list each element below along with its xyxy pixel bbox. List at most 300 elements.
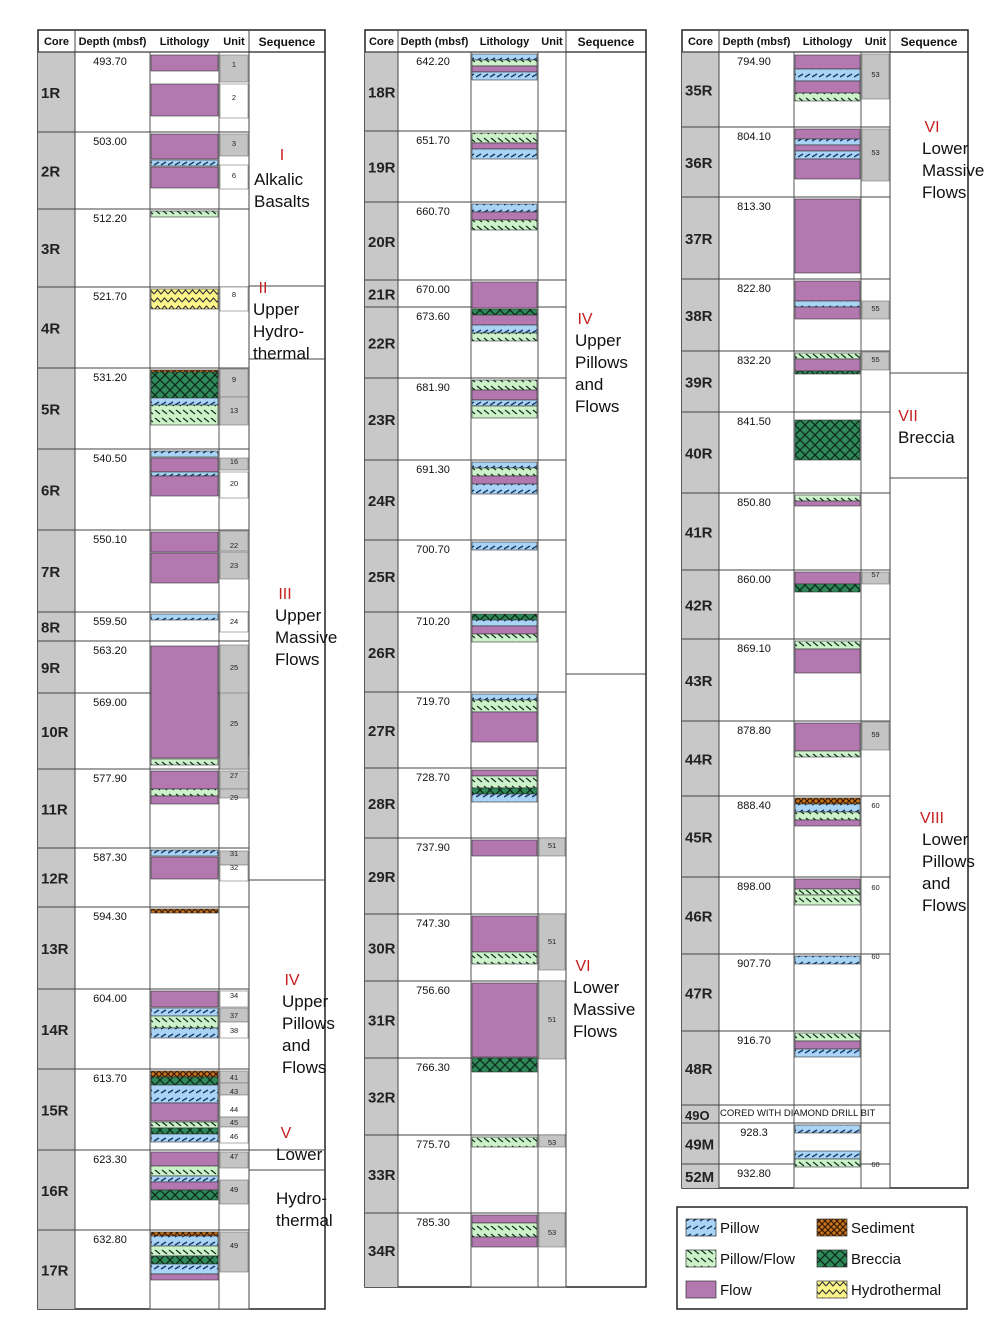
sequence-name: Upper <box>275 606 322 625</box>
unit-number: 13 <box>229 406 239 415</box>
depth-value: 898.00 <box>737 881 771 893</box>
depth-value: 907.70 <box>737 958 771 970</box>
sequence-name: Lower <box>573 978 620 997</box>
legend-swatch-pillow <box>686 1219 716 1236</box>
lithology-interval-flow <box>472 712 537 742</box>
core-label: 52M <box>685 1169 715 1186</box>
depth-value: 932.80 <box>737 1168 771 1180</box>
core-label: 23R <box>368 412 396 429</box>
header-sequence: Sequence <box>258 35 316 49</box>
lithology-interval-flow <box>472 143 537 149</box>
depth-value: 775.70 <box>416 1139 450 1151</box>
unit-number: 20 <box>229 479 239 488</box>
lithology-interval-pillow <box>795 1049 860 1057</box>
lithology-interval-pillow <box>472 54 537 60</box>
lithology-interval-flow <box>151 796 218 804</box>
lithology-interval-flow <box>795 820 860 826</box>
unit-number: 46 <box>229 1132 239 1141</box>
lithology-interval-pf <box>472 1137 537 1147</box>
core-label: 4R <box>41 320 61 338</box>
depth-value: 869.10 <box>737 643 771 655</box>
depth-value: 673.60 <box>416 311 450 323</box>
depth-value: 737.90 <box>416 842 450 854</box>
core-label: 8R <box>41 619 61 637</box>
unit-column <box>538 52 566 1287</box>
sequence-name: Pillows <box>282 1014 335 1033</box>
depth-value: 623.30 <box>93 1154 127 1166</box>
core-label: 19R <box>368 159 396 177</box>
depth-value: 850.80 <box>737 497 771 509</box>
lithology-interval-pillow <box>151 1264 218 1274</box>
lithology-interval-pf <box>795 353 860 359</box>
lithology-interval-flow <box>472 315 537 325</box>
depth-value: 493.70 <box>93 56 127 68</box>
unit-number: 45 <box>229 1118 239 1127</box>
header-core: Core <box>43 36 70 48</box>
lithology-interval-flow <box>472 626 537 634</box>
lithology-interval-pillow <box>472 400 537 406</box>
lithology-interval-brec <box>472 614 537 620</box>
lithology-interval-brec <box>472 309 537 315</box>
lithology-interval-flow <box>151 1182 218 1190</box>
depth-value: 878.80 <box>737 725 771 737</box>
lithology-interval-pf <box>472 634 537 642</box>
lithology-interval-flow <box>151 857 218 879</box>
lithology-interval-pillow <box>151 614 218 620</box>
lithology-interval-pf <box>795 812 860 820</box>
lithology-interval-pf <box>795 751 860 757</box>
sequence-number: VI <box>924 119 940 136</box>
depth-value: 804.10 <box>737 131 771 143</box>
depth-value: 660.70 <box>416 206 450 218</box>
header-core: Core <box>687 36 714 48</box>
lithology-interval-flow <box>472 983 537 1057</box>
core-label: 26R <box>368 645 396 662</box>
core-label: 24R <box>368 493 396 510</box>
depth-value: 888.40 <box>737 800 771 812</box>
lithology-interval-pf <box>472 700 537 712</box>
lithology-interval-pillow <box>151 451 218 457</box>
unit-number: 53 <box>547 1138 557 1147</box>
unit-box <box>220 693 248 769</box>
lithology-interval-sed <box>151 1071 218 1077</box>
unit-number: 41 <box>229 1073 239 1082</box>
lithology-interval-pillow <box>795 1125 860 1133</box>
unit-number: 25 <box>229 663 239 672</box>
depth-value: 531.20 <box>93 372 127 384</box>
lithology-interval-pillow <box>151 1176 218 1182</box>
depth-value: 642.20 <box>416 56 450 68</box>
depth-value: 700.70 <box>416 544 450 556</box>
lithology-interval-pillow <box>472 620 537 626</box>
core-label: 41R <box>685 524 713 542</box>
core-label: 46R <box>685 908 713 926</box>
lithology-interval-flow <box>795 649 860 673</box>
lithology-interval-flow <box>472 1215 537 1223</box>
lithology-interval-flow <box>795 199 860 273</box>
legend-label-pillow: Pillow <box>720 1220 760 1237</box>
sequence-name: Upper <box>282 992 329 1011</box>
lithology-interval-flow <box>795 145 860 151</box>
core-label: 3R <box>41 241 61 258</box>
lithology-interval-flow <box>472 840 537 856</box>
core-label: 34R <box>368 1243 396 1260</box>
lithology-interval-pillow <box>472 542 537 550</box>
core-label: 49M <box>685 1136 715 1154</box>
lithology-interval-pf <box>472 333 537 341</box>
lithology-interval-pillow <box>151 1236 218 1246</box>
core-label: 1R <box>41 85 61 102</box>
lithology-interval-flow <box>151 458 218 472</box>
lithology-interval-pf <box>795 93 860 101</box>
lithology-interval-pf <box>472 60 537 66</box>
header-lithology: Lithology <box>479 36 530 48</box>
depth-value: 794.90 <box>737 56 771 68</box>
header-depth: Depth (mbsf) <box>722 36 791 48</box>
core-label: 21R <box>368 286 396 304</box>
sequence-number: VII <box>898 408 918 425</box>
lithology-interval-brec <box>795 584 860 592</box>
lithology-interval-flow <box>151 532 218 552</box>
lithology-interval-pillow <box>795 69 860 81</box>
lithology-column <box>471 52 538 1287</box>
core-label: 25R <box>368 569 396 586</box>
depth-value: 785.30 <box>416 1217 450 1229</box>
lithology-interval-flow <box>795 81 860 93</box>
sequence-number: VIII <box>919 810 945 827</box>
depth-value: 651.70 <box>416 135 450 147</box>
lithology-interval-pf <box>151 759 218 765</box>
lithology-interval-flow <box>795 55 860 69</box>
lithology-interval-flow <box>472 282 537 308</box>
depth-value: 747.30 <box>416 918 450 930</box>
core-label: 6R <box>41 482 61 500</box>
depth-value: 613.70 <box>93 1073 127 1085</box>
core-label: 5R <box>41 401 61 419</box>
sequence-name: Lower <box>276 1145 323 1164</box>
unit-box <box>220 1232 248 1272</box>
depth-value: 670.00 <box>416 284 450 296</box>
sequence-name: Pillows <box>922 852 975 871</box>
header-unit: Unit <box>864 36 887 48</box>
lithology-interval-pillow <box>472 462 537 468</box>
header-lithology: Lithology <box>802 36 853 48</box>
sequence-number: IV <box>577 311 593 328</box>
legend-swatch-pillowflow <box>686 1250 716 1267</box>
column-3 <box>682 30 984 1188</box>
depth-value: 632.80 <box>93 1234 127 1246</box>
depth-value: 503.00 <box>93 136 127 148</box>
lithology-interval-flow <box>151 1274 218 1280</box>
unit-number: 57 <box>871 570 880 579</box>
unit-number: 60 <box>871 883 880 892</box>
core-label: 47R <box>685 985 713 1003</box>
lithology-interval-flow <box>151 55 218 71</box>
lithology-interval-flow <box>151 646 218 758</box>
core-label: 16R <box>41 1183 69 1200</box>
core-label: 32R <box>368 1089 396 1107</box>
lithology-interval-pf <box>795 1159 860 1167</box>
unit-number: 27 <box>229 771 239 780</box>
lithology-interval-pf <box>795 889 860 895</box>
lithology-interval-brec <box>795 420 860 460</box>
lithology-interval-flow <box>151 771 218 789</box>
lithology-interval-brec <box>795 371 860 374</box>
core-label: 29R <box>368 869 396 886</box>
lithology-interval-pf <box>151 405 218 425</box>
unit-number: 49 <box>229 1185 239 1194</box>
lithology-interval-pf <box>795 895 860 905</box>
header-core: Core <box>368 36 395 48</box>
core-label: 28R <box>368 796 396 813</box>
sequence-name: Flows <box>922 183 967 202</box>
header-unit: Unit <box>223 36 245 48</box>
lithology-interval-flow <box>795 281 860 301</box>
header-lithology: Lithology <box>159 36 210 48</box>
depth-value: 540.50 <box>93 453 127 465</box>
unit-number: 47 <box>229 1152 239 1161</box>
depth-value: 916.70 <box>737 1035 771 1047</box>
unit-number: 43 <box>229 1087 239 1096</box>
sequence-name: and <box>282 1036 311 1055</box>
lithology-interval-flow <box>151 84 218 116</box>
unit-number: 44 <box>229 1105 239 1114</box>
lithology-interval-pf <box>151 211 218 217</box>
sequence-name: thermal <box>276 1211 333 1230</box>
lithology-interval-flow <box>472 916 537 952</box>
core-label: 17R <box>41 1262 69 1280</box>
sequence-name: thermal <box>253 344 310 363</box>
core-label: 31R <box>368 1012 396 1030</box>
lithology-interval-flow <box>472 1237 537 1247</box>
core-label: 37R <box>685 231 713 248</box>
lithology-interval-pf <box>472 133 537 143</box>
sequence-name: Lower <box>922 139 969 158</box>
lithology-interval-pillow <box>472 72 537 80</box>
lithology-interval-pillow <box>151 1134 218 1142</box>
core-strip <box>682 52 719 1188</box>
core-label: 18R <box>368 84 396 102</box>
lithology-interval-pf <box>472 468 537 476</box>
lithology-interval-pf <box>472 952 537 964</box>
lithology-interval-flow <box>151 476 218 496</box>
core-label: 2R <box>41 163 61 181</box>
lithology-interval-pillow <box>795 139 860 145</box>
unit-number: 60 <box>871 952 880 961</box>
lithology-interval-sed <box>151 909 218 913</box>
unit-number: 53 <box>871 148 880 157</box>
sequence-name: and <box>922 874 951 893</box>
core-label: 35R <box>685 82 713 100</box>
unit-number: 22 <box>229 541 239 550</box>
sequence-name: Hydro- <box>276 1189 328 1208</box>
core-label: 9R <box>41 660 61 677</box>
core-label: 36R <box>685 155 713 172</box>
lithology-interval-flow <box>472 770 537 776</box>
sequence-name: Flows <box>573 1022 618 1041</box>
lithology-interval-brec <box>472 1058 537 1072</box>
lithology-interval-flow <box>795 572 860 584</box>
lithology-interval-brec <box>472 788 537 794</box>
core-label: 33R <box>368 1167 396 1184</box>
lithology-interval-flow <box>151 167 218 188</box>
header-sequence: Sequence <box>577 35 635 49</box>
lithology-interval-pillow <box>795 804 860 812</box>
lithology-interval-flow <box>795 501 860 506</box>
unit-number: 49 <box>229 1241 239 1250</box>
depth-value: 719.70 <box>416 696 450 708</box>
lithology-interval-flow <box>795 359 860 371</box>
core-label: 15R <box>41 1102 69 1120</box>
lithology-interval-pf <box>472 220 537 230</box>
lithology-interval-pillow <box>151 850 218 856</box>
depth-value: 521.70 <box>93 291 127 303</box>
core-label: 13R <box>41 941 69 958</box>
header-depth: Depth (mbsf) <box>400 36 469 48</box>
lithology-interval-pillow <box>472 484 537 494</box>
lithology-interval-pillow <box>151 1028 218 1038</box>
core-label: 30R <box>368 940 396 958</box>
lithology-interval-pf <box>151 1166 218 1176</box>
unit-number: 37 <box>229 1011 239 1020</box>
lithology-interval-flow <box>472 212 537 220</box>
depth-value: 681.90 <box>416 382 450 394</box>
depth-value: 860.00 <box>737 574 771 586</box>
legend-label-pillowflow: Pillow/Flow <box>720 1251 796 1268</box>
lithology-interval-pf <box>795 495 860 501</box>
lithology-interval-pillow <box>151 1085 218 1103</box>
lithology-interval-brec <box>151 1256 218 1264</box>
core-label: 14R <box>41 1022 69 1039</box>
unit-number: 31 <box>229 849 239 858</box>
sequence-name: Basalts <box>254 192 310 211</box>
unit-number: 8 <box>231 290 237 299</box>
unit-number: 16 <box>229 457 239 466</box>
lithology-interval-flow <box>472 476 537 484</box>
depth-value: 563.20 <box>93 645 127 657</box>
sequence-name: Flows <box>282 1058 327 1077</box>
lithology-interval-flow <box>795 307 860 319</box>
lithology-interval-pillow <box>795 956 860 964</box>
legend-label-flow: Flow <box>720 1282 752 1299</box>
depth-value: 550.10 <box>93 534 127 546</box>
lithology-interval-pf <box>472 1223 537 1237</box>
header-depth: Depth (mbsf) <box>78 36 147 48</box>
unit-number: 6 <box>231 171 237 180</box>
lithology-interval-pf <box>795 1033 860 1041</box>
core-label: 45R <box>685 829 713 847</box>
sequence-number: I <box>279 147 285 164</box>
sequence-name: Pillows <box>575 353 628 372</box>
depth-value: 594.30 <box>93 911 127 923</box>
depth-value: 710.20 <box>416 616 450 628</box>
lithology-interval-pf <box>151 789 218 796</box>
legend-label-sediment: Sediment <box>851 1220 915 1237</box>
lithology-interval-flow <box>795 159 860 179</box>
depth-value: 569.00 <box>93 697 127 709</box>
depth-value: 756.60 <box>416 985 450 997</box>
lithology-interval-sed <box>795 798 860 804</box>
core-label: 12R <box>41 870 69 888</box>
lithology-interval-pillow <box>472 204 537 212</box>
sequence-name: and <box>575 375 604 394</box>
lithology-interval-flow <box>151 553 218 583</box>
sequence-name: Alkalic <box>254 170 304 189</box>
core-label: 22R <box>368 335 396 353</box>
sequence-name: Hydro- <box>253 322 305 341</box>
lithology-interval-flow <box>795 129 860 139</box>
depth-value: 577.90 <box>93 773 127 785</box>
legend-label-hydro: Hydrothermal <box>851 1282 942 1299</box>
sequence-number: VI <box>575 958 591 975</box>
core-label: 49O <box>685 1108 710 1123</box>
unit-number: 3 <box>231 139 237 148</box>
depth-value: 604.00 <box>93 993 127 1005</box>
lithology-interval-pillow <box>151 1008 218 1016</box>
lithology-interval-pillow <box>151 472 218 476</box>
lithology-interval-pf <box>472 776 537 788</box>
unit-number: 9 <box>231 375 237 384</box>
legend-swatch-flow <box>686 1281 716 1298</box>
lithology-interval-pillow <box>795 1151 860 1159</box>
unit-number: 55 <box>871 304 880 313</box>
depth-value: 691.30 <box>416 464 450 476</box>
unit-number: 24 <box>229 617 239 626</box>
unit-number: 53 <box>871 70 880 79</box>
depth-value: 512.20 <box>93 213 127 225</box>
lithology-interval-flow <box>151 991 218 1007</box>
core-label: 20R <box>368 234 396 251</box>
unit-number: 1 <box>231 60 237 69</box>
lithology-interval-pillow <box>151 160 218 166</box>
lithology-interval-pillow <box>472 325 537 333</box>
sequence-name: Upper <box>575 331 622 350</box>
unit-number: 51 <box>547 937 557 946</box>
lithology-interval-flow <box>795 723 860 751</box>
unit-number: 25 <box>229 719 239 728</box>
unit-number: 51 <box>547 1015 557 1024</box>
lithology-interval-brec <box>151 372 218 398</box>
diamond-drill-note: CORED WITH DIAMOND DRILL BIT <box>720 1108 876 1119</box>
lithology-interval-pillow <box>472 794 537 802</box>
legend <box>677 1207 967 1309</box>
core-label: 27R <box>368 723 396 740</box>
lithology-interval-pf <box>151 1016 218 1028</box>
sequence-name: Flows <box>922 896 967 915</box>
lithology-interval-flow <box>472 390 537 400</box>
column-2 <box>365 30 646 1287</box>
unit-number: 23 <box>229 561 239 570</box>
lithology-interval-sed <box>151 1232 218 1236</box>
lithology-interval-flow <box>472 66 537 72</box>
depth-value: 841.50 <box>737 416 771 428</box>
depth-value: 766.30 <box>416 1062 450 1074</box>
legend-label-breccia: Breccia <box>851 1251 902 1268</box>
sequence-name: Flows <box>575 397 620 416</box>
depth-value: 587.30 <box>93 852 127 864</box>
lithology-interval-pf <box>151 1246 218 1256</box>
sequence-name: Massive <box>573 1000 636 1019</box>
unit-number: 34 <box>229 991 239 1000</box>
unit-column <box>861 52 890 1188</box>
sequence-name: Flows <box>275 650 320 669</box>
unit-number: 55 <box>871 355 880 364</box>
core-label: 10R <box>41 724 69 741</box>
core-label: 42R <box>685 597 713 615</box>
sequence-number: IV <box>284 972 300 989</box>
core-label: 39R <box>685 374 713 392</box>
lithology-interval-pillow <box>795 151 860 159</box>
